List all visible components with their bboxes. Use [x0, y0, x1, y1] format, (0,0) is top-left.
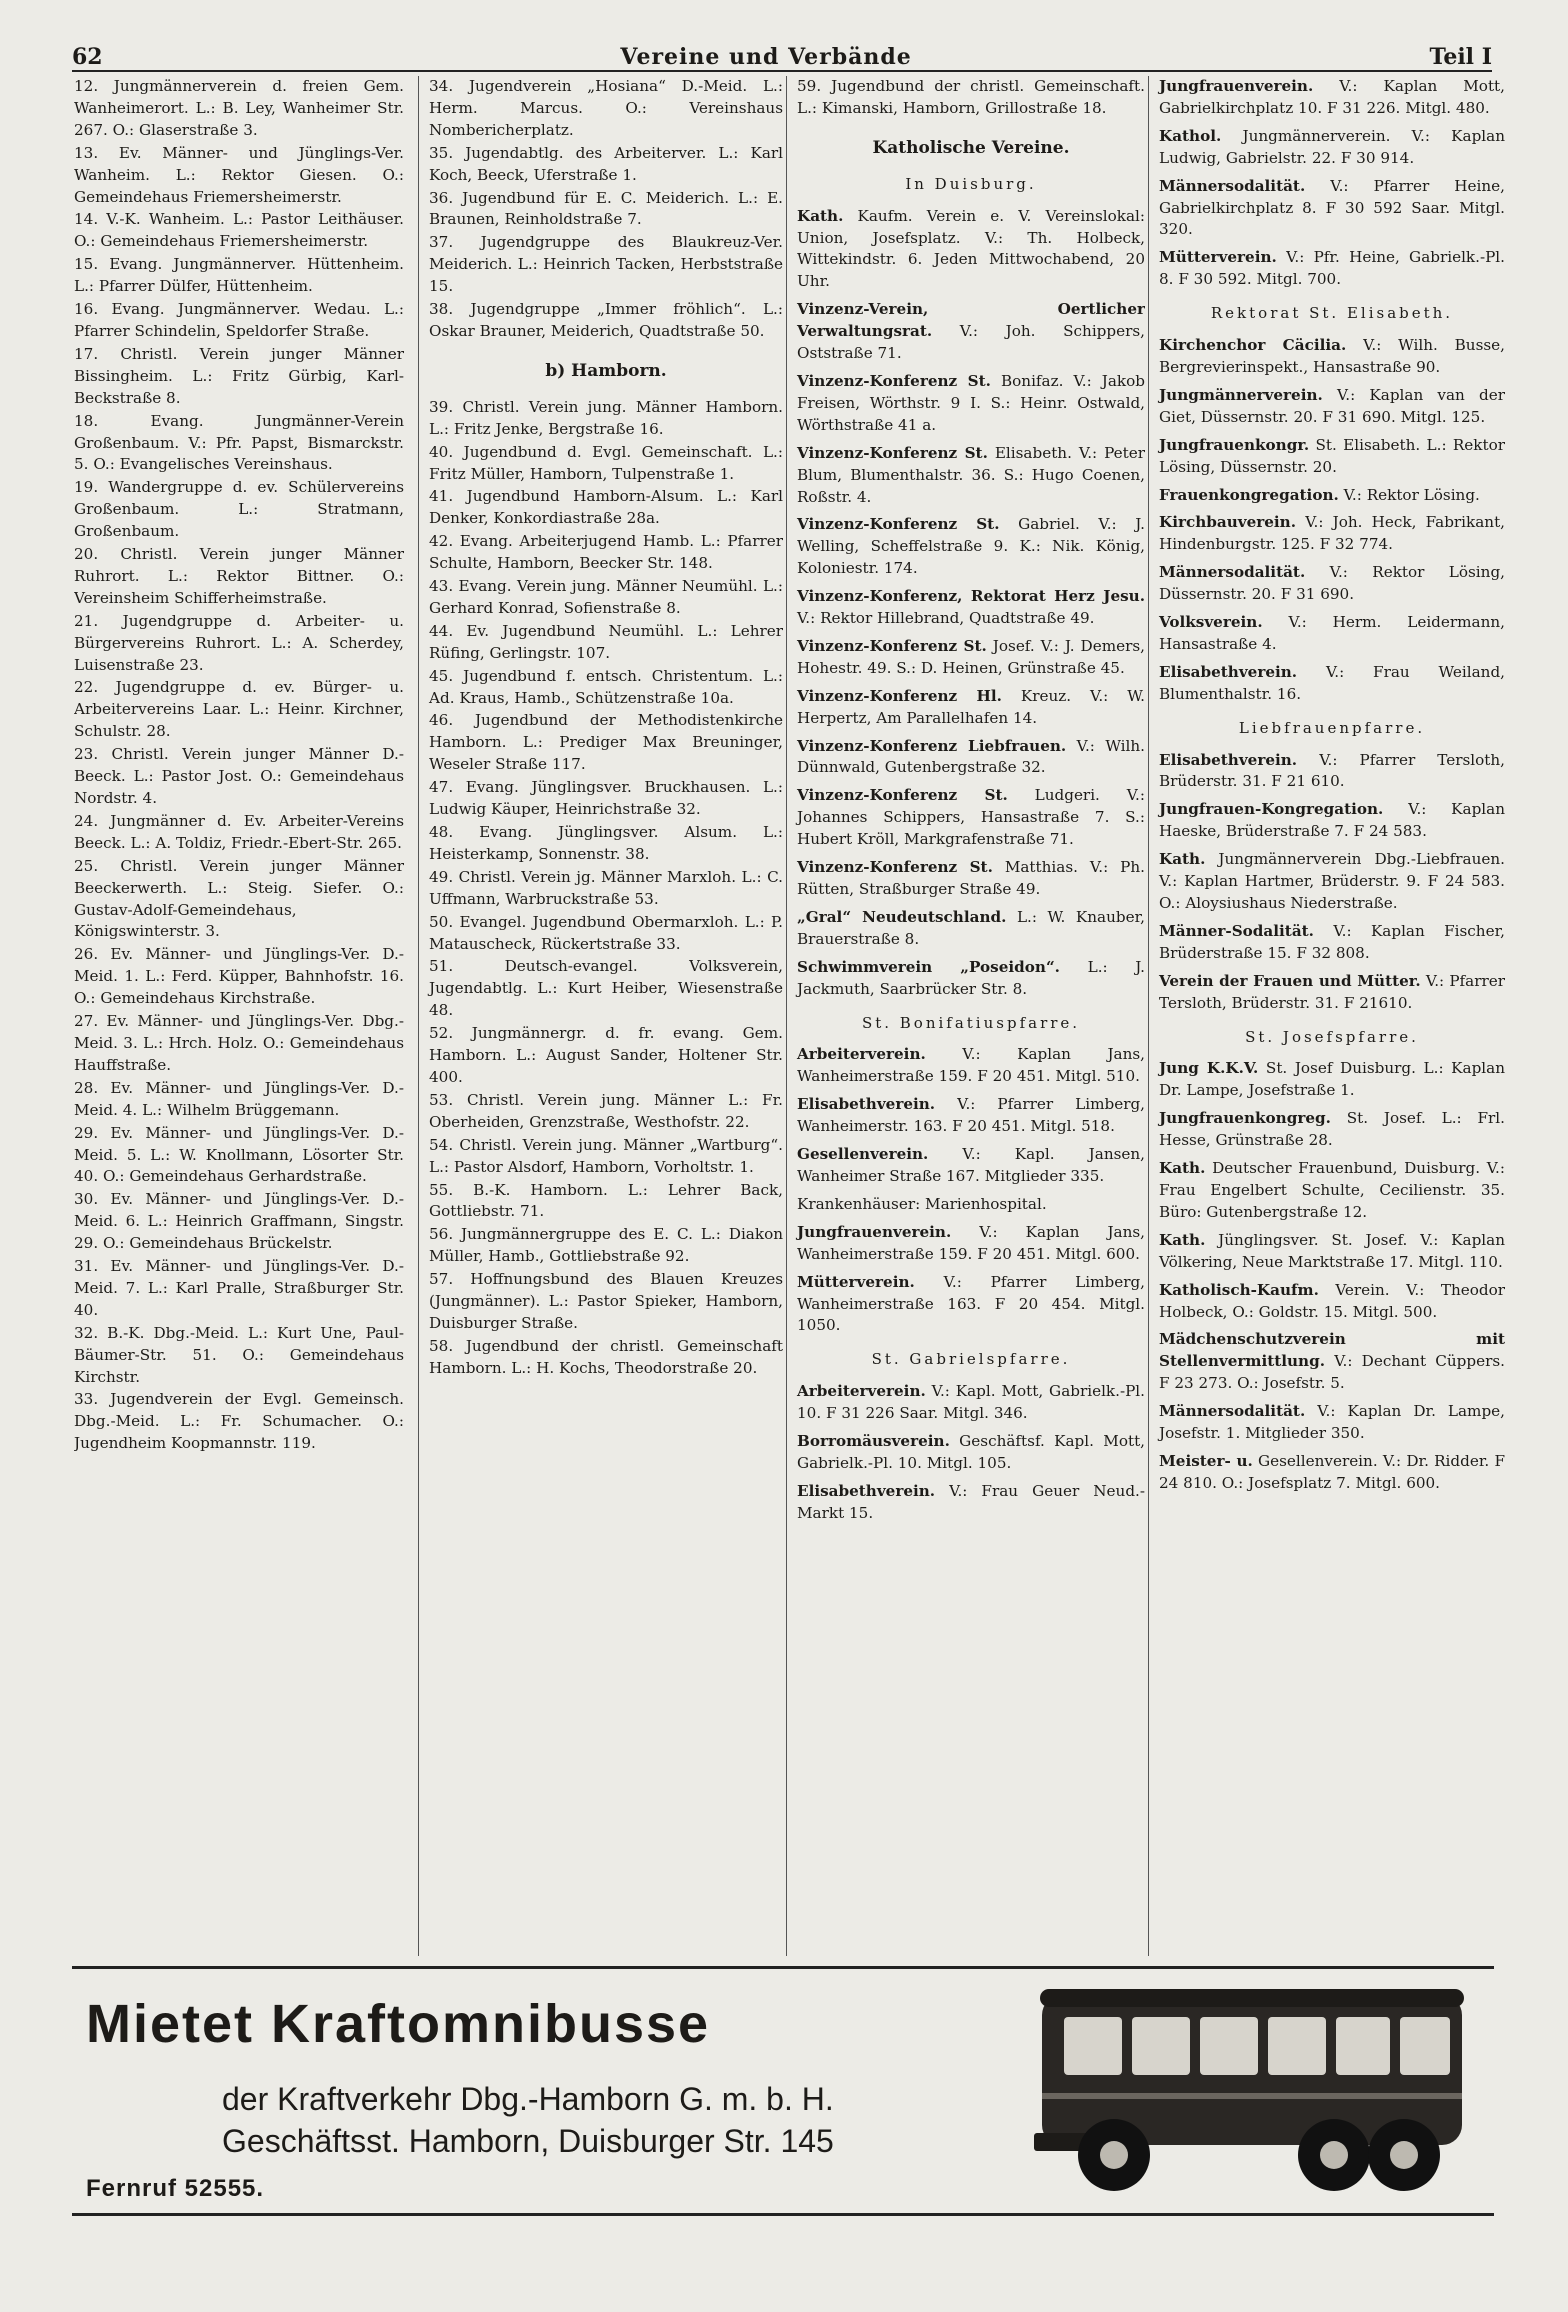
- column-2: [418, 76, 783, 1956]
- directory-entry: Kathol. Jungmännerverein. V.: Kaplan Ludwig, Gabrielstr. 22. F 30 914.: [1159, 126, 1505, 167]
- directory-entry: Arbeiterverein. V.: Kaplan Jans, Wanheimerstraße 159. F 20 451. Mitgl. 510.: [797, 1045, 1145, 1086]
- directory-entry: Vinzenz-Konferenz Liebfrauen. V.: Wilh. Dünnwald, Gutenbergstraße 32.: [797, 736, 1145, 777]
- directory-entry: Mädchenschutzverein mit Stellenvermittlung. V.: Dechant Cüppers. F 23 273. O.: Josefstr. 5.: [1159, 1330, 1505, 1393]
- directory-entry: 52. Jungmännergr. d. fr. evang. Gem. Hamborn. L.: August Sander, Holtener Str. 400.: [429, 1024, 783, 1086]
- column-4-entries-top: [1159, 76, 1505, 291]
- directory-entry: 41. Jugendbund Hamborn-Alsum. L.: Karl Denker, Konkordiastraße 28a.: [429, 487, 783, 528]
- section-heading-hamborn: b) Hamborn.: [545, 360, 667, 381]
- parish-heading-elisabeth: Rektorat St. Elisabeth.: [1210, 304, 1454, 323]
- directory-entry: Borromäusverein. Geschäftsf. Kapl. Mott, Gabrielk.-Pl. 10. Mitgl. 105.: [797, 1432, 1145, 1472]
- gabriel-entries: [797, 1381, 1145, 1524]
- directory-entry: Vinzenz-Konferenz St. Elisabeth. V.: Peter Blum, Blumenthalstr. 36. S.: Hugo Coenen, Roßstr. 4.: [797, 443, 1145, 506]
- directory-entry: Jungfrauenkongr. St. Elisabeth. L.: Rektor Lösing, Düssernstr. 20.: [1159, 435, 1505, 476]
- directory-entry: 51. Deutsch-evangel. Volksverein, Jugendabtlg. L.: Kurt Heiber, Wiesenstraße 48.: [429, 957, 783, 1020]
- advertisement: [72, 1966, 1494, 2216]
- directory-entry: 36. Jugendbund für E. C. Meiderich. L.: E. Braunen, Reinholdstraße 7.: [429, 188, 783, 229]
- column-3-catholic-entries: [797, 206, 1145, 1001]
- directory-entry: 23. Christl. Verein junger Männer D.-Beeck. L.: Pastor Jost. O.: Gemeindehaus Nordstr. 4.: [74, 745, 404, 807]
- directory-entry: Krankenhäuser: Marienhospital.: [797, 1194, 1047, 1213]
- directory-entry: 17. Christl. Verein junger Männer Bissingheim. L.: Fritz Gürbig, Karl-Beckstraße 8.: [74, 344, 404, 407]
- section-heading-catholic: Katholische Vereine.: [872, 137, 1070, 158]
- directory-entry: 50. Evangel. Jugendbund Obermarxloh. L.: P. Matauscheck, Rückertstraße 33.: [429, 912, 783, 953]
- directory-entry: 21. Jugendgruppe d. Arbeiter- u. Bürgervereins Ruhrort. L.: A. Scherdey, Luisenstraße 23.: [74, 611, 404, 674]
- column-2-entries-bottom: [429, 397, 783, 1380]
- ad-address-line: Geschäftsst. Hamborn, Duisburger Str. 145: [222, 2123, 834, 2159]
- directory-entry: 13. Ev. Männer- und Jünglings-Ver. Wanheim. L.: Rektor Giesen. O.: Gemeindehaus Friemersheimerstr.: [74, 143, 404, 206]
- parish-heading-bonifatius: St. Bonifatiuspfarre.: [861, 1013, 1081, 1032]
- directory-entry: Verein der Frauen und Mütter. V.: Pfarrer Tersloth, Brüderstr. 31. F 21610.: [1159, 971, 1505, 1012]
- directory-entry: 14. V.-K. Wanheim. L.: Pastor Leithäuser. O.: Gemeindehaus Friemersheimerstr.: [74, 210, 404, 251]
- directory-entry: 44. Ev. Jugendbund Neumühl. L.: Lehrer Rüfing, Gerlingstr. 107.: [429, 621, 783, 662]
- directory-entry: Vinzenz-Konferenz St. Matthias. V.: Ph. Rütten, Straßburger Straße 49.: [797, 858, 1145, 898]
- directory-entry: Vinzenz-Konferenz, Rektorat Herz Jesu. V.: Rektor Hillebrand, Quadtstraße 49.: [797, 587, 1145, 628]
- directory-entry: 42. Evang. Arbeiterjugend Hamb. L.: Pfarrer Schulte, Hamborn, Beecker Str. 148.: [429, 532, 783, 573]
- directory-entry: Mütterverein. V.: Pfr. Heine, Gabrielk.-Pl. 8. F 30 592. Mitgl. 700.: [1159, 248, 1505, 289]
- directory-entry: 54. Christl. Verein jung. Männer „Wartburg“. L.: Pastor Alsdorf, Hamborn, Vorholtstr. 1.: [429, 1135, 783, 1176]
- bonifatius-entries: [797, 1044, 1145, 1337]
- directory-entry: 27. Ev. Männer- und Jünglings-Ver. Dbg.-Meid. 3. L.: Hrch. Holz. O.: Gemeindehaus Hauffstraße.: [74, 1012, 404, 1074]
- directory-entry: Kath. Kaufm. Verein e. V. Vereinslokal: Union, Josefsplatz. V.: Th. Holbeck, Wittekindstr. 6. Jeden Mittwochabend, 20 Uhr.: [797, 206, 1145, 291]
- bus-stripe: [1042, 2093, 1462, 2099]
- column-2-entries-top: [429, 76, 783, 343]
- directory-entry: Elisabethverein. V.: Pfarrer Limberg, Wanheimerstr. 163. F 20 451. Mitgl. 518.: [797, 1095, 1145, 1136]
- directory-entry: Gesellenverein. V.: Kapl. Jansen, Wanheimer Straße 167. Mitglieder 335.: [797, 1145, 1145, 1185]
- directory-entry: 32. B.-K. Dbg.-Meid. L.: Kurt Une, Paul-Bäumer-Str. 51. O.: Gemeindehaus Kirchstr.: [74, 1323, 404, 1386]
- directory-entry: 16. Evang. Jungmännerver. Wedau. L.: Pfarrer Schindelin, Speldorfer Straße.: [74, 300, 404, 340]
- elisabeth-entries: [1159, 335, 1505, 706]
- directory-entry: Vinzenz-Konferenz St. Josef. V.: J. Demers, Hohestr. 49. S.: D. Heinen, Grünstraße 45.: [797, 636, 1145, 677]
- directory-entry: Vinzenz-Konferenz St. Gabriel. V.: J. Welling, Scheffelstraße 9. K.: Nik. König, Koloniestr. 174.: [797, 515, 1145, 578]
- column-4: [1148, 76, 1505, 1956]
- directory-entry: 48. Evang. Jünglingsver. Alsum. L.: Heisterkamp, Sonnenstr. 38.: [429, 823, 783, 863]
- directory-entry: Kath. Jünglingsver. St. Josef. V.: Kaplan Völkering, Neue Marktstraße 17. Mitgl. 110.: [1159, 1230, 1505, 1271]
- directory-entry: 22. Jugendgruppe d. ev. Bürger- u. Arbeitervereins Laar. L.: Heinr. Kirchner, Schulstr. 28.: [74, 678, 404, 741]
- directory-entry: 26. Ev. Männer- und Jünglings-Ver. D.-Meid. 1. L.: Ferd. Küpper, Bahnhofstr. 16. O.: Gemeindehaus Kirchstraße.: [74, 945, 404, 1008]
- directory-entry: Schwimmverein „Poseidon“. L.: J. Jackmuth, Saarbrücker Str. 8.: [797, 957, 1145, 998]
- ad-phone: Fernruf 52555.: [86, 2175, 265, 2202]
- directory-entry: Jungfrauenverein. V.: Kaplan Mott, Gabrielkirchplatz 10. F 31 226. Mitgl. 480.: [1159, 77, 1505, 117]
- directory-entry: 29. Ev. Männer- und Jünglings-Ver. D.-Meid. 5. L.: W. Knollmann, Lösorter Str. 40. O.: Gemeindehaus Gerhardstraße.: [74, 1123, 404, 1186]
- directory-entry: 57. Hoffnungsbund des Blauen Kreuzes (Jungmänner). L.: Pastor Spieker, Hamborn, Duisburger Straße.: [429, 1270, 783, 1332]
- column-3: [786, 76, 1145, 1956]
- directory-entry: Männersodalität. V.: Kaplan Dr. Lampe, Josefstr. 1. Mitglieder 350.: [1159, 1402, 1505, 1443]
- directory-entry: Katholisch-Kaufm. Verein. V.: Theodor Holbeck, O.: Goldstr. 15. Mitgl. 500.: [1159, 1280, 1505, 1321]
- columns: [74, 76, 1505, 1956]
- directory-entry: 12. Jungmännerverein d. freien Gem. Wanheimerort. L.: B. Ley, Wanheimer Str. 267. O.: Glaserstraße 3.: [74, 77, 404, 139]
- page-title: Vereine und Verbände: [620, 44, 912, 70]
- directory-entry: Jungfrauen-Kongregation. V.: Kaplan Haeske, Brüderstraße 7. F 24 583.: [1159, 800, 1505, 841]
- city-heading: In Duisburg.: [905, 174, 1037, 193]
- directory-entry: 37. Jugendgruppe des Blaukreuz-Ver. Meiderich. L.: Heinrich Tacken, Herbststraße 15.: [429, 233, 783, 296]
- ad-headline: Mietet Kraftomnibusse: [86, 1994, 711, 2054]
- parish-heading-liebfrauen: Liebfrauenpfarre.: [1238, 718, 1426, 737]
- directory-entry: 46. Jugendbund der Methodistenkirche Hamborn. L.: Prediger Max Breuninger, Weseler Straße 117.: [429, 711, 783, 774]
- directory-entry: Meister- u. Gesellenverein. V.: Dr. Ridder. F 24 810. O.: Josefsplatz 7. Mitgl. 600.: [1159, 1451, 1505, 1492]
- directory-entry: Kirchenchor Cäcilia. V.: Wilh. Busse, Bergrevierinspekt., Hansastraße 90.: [1159, 336, 1505, 376]
- parish-heading-josef: St. Josefspfarre.: [1245, 1027, 1419, 1046]
- directory-entry: Männersodalität. V.: Pfarrer Heine, Gabrielkirchplatz 8. F 30 592 Saar. Mitgl. 320.: [1159, 176, 1505, 239]
- directory-entry: „Gral“ Neudeutschland. L.: W. Knauber, Brauerstraße 8.: [797, 907, 1145, 948]
- directory-entry: 45. Jugendbund f. entsch. Christentum. L.: Ad. Kraus, Hamb., Schützenstraße 10a.: [429, 666, 783, 707]
- directory-entry: 39. Christl. Verein jung. Männer Hamborn. L.: Fritz Jenke, Bergstraße 16.: [429, 397, 783, 438]
- part-label: Teil I: [1429, 44, 1492, 70]
- directory-entry: Frauenkongregation. V.: Rektor Lösing.: [1159, 485, 1480, 504]
- josef-entries: [1159, 1058, 1505, 1494]
- directory-entry: 55. B.-K. Hamborn. L.: Lehrer Back, Gottliebstr. 71.: [429, 1180, 783, 1221]
- parish-heading-gabriel: St. Gabrielspfarre.: [871, 1350, 1071, 1369]
- page-header: [72, 34, 1492, 72]
- directory-entry: Kirchbauverein. V.: Joh. Heck, Fabrikant, Hindenburgstr. 125. F 32 774.: [1159, 513, 1505, 554]
- directory-entry: 24. Jungmänner d. Ev. Arbeiter-Vereins Beeck. L.: A. Toldiz, Friedr.-Ebert-Str. 265.: [74, 811, 404, 852]
- directory-entry: 28. Ev. Männer- und Jünglings-Ver. D.-Meid. 4. L.: Wilhelm Brüggemann.: [74, 1078, 404, 1119]
- directory-entry: Elisabethverein. V.: Pfarrer Tersloth, Brüderstr. 31. F 21 610.: [1159, 750, 1505, 791]
- bus-illustration: [1034, 1973, 1484, 2205]
- directory-entry: 15. Evang. Jungmännerver. Hüttenheim. L.: Pfarrer Dülfer, Hüttenheim.: [74, 255, 404, 296]
- directory-entry: 33. Jugendverein der Evgl. Gemeinsch. Dbg.-Meid. L.: Fr. Schumacher. O.: Jugendheim Koopmannstr. 119.: [74, 1390, 404, 1453]
- directory-entry: Vinzenz-Konferenz St. Bonifaz. V.: Jakob Freisen, Wörthstr. 9 I. S.: Heinr. Ostwald, Wörthstraße 41 a.: [797, 371, 1145, 434]
- bus-roof: [1040, 1989, 1464, 2007]
- directory-entry: 18. Evang. Jungmänner-Verein Großenbaum. V.: Pfr. Papst, Bismarckstr. 5. O.: Evangelisches Vereinshaus.: [74, 411, 404, 474]
- directory-entry: Jungmännerverein. V.: Kaplan van der Giet, Düssernstr. 20. F 31 690. Mitgl. 125.: [1159, 385, 1505, 426]
- directory-entry: Jung K.K.V. St. Josef Duisburg. L.: Kaplan Dr. Lampe, Josefstraße 1.: [1159, 1059, 1505, 1100]
- directory-entry: Vinzenz-Verein, Oertlicher Verwaltungsrat. V.: Joh. Schippers, Oststraße 71.: [797, 300, 1145, 363]
- directory-entry: Jungfrauenverein. V.: Kaplan Jans, Wanheimerstraße 159. F 20 451. Mitgl. 600.: [797, 1222, 1145, 1263]
- directory-entry: Elisabethverein. V.: Frau Geuer Neud.-Markt 15.: [797, 1481, 1145, 1522]
- directory-entry: Mütterverein. V.: Pfarrer Limberg, Wanheimerstraße 163. F 20 454. Mitgl. 1050.: [797, 1272, 1145, 1335]
- directory-entry: Männer-Sodalität. V.: Kaplan Fischer, Brüderstraße 15. F 32 808.: [1159, 921, 1505, 962]
- directory-entry: Volksverein. V.: Herm. Leidermann, Hansastraße 4.: [1159, 613, 1505, 653]
- directory-entry: 59. Jugendbund der christl. Gemeinschaft. L.: Kimanski, Hamborn, Grillostraße 18.: [797, 77, 1145, 117]
- directory-entry: 53. Christl. Verein jung. Männer L.: Fr. Oberheiden, Grenzstraße, Westhofstr. 22.: [429, 1090, 783, 1131]
- directory-entry: 49. Christl. Verein jg. Männer Marxloh. L.: C. Uffmann, Warbruckstraße 53.: [429, 867, 783, 908]
- directory-entry: Vinzenz-Konferenz St. Ludgeri. V.: Johannes Schippers, Hansastraße 7. S.: Hubert Kröll, Markgrafenstraße 71.: [797, 786, 1145, 849]
- column-1: [74, 76, 404, 1956]
- directory-entry: Kath. Jungmännerverein Dbg.-Liebfrauen. V.: Kaplan Hartmer, Brüderstr. 9. F 24 583. O.: Aloysiushaus Niederstraße.: [1159, 850, 1505, 912]
- column-1-entries: [74, 76, 404, 1455]
- directory-entry: 25. Christl. Verein junger Männer Beeckerwerth. L.: Steig. Siefer. O.: Gustav-Adolf-Gemeindehaus, Königswinterstr. 3.: [74, 856, 404, 941]
- directory-entry: Vinzenz-Konferenz Hl. Kreuz. V.: W. Herpertz, Am Parallelhafen 14.: [797, 686, 1145, 727]
- column-3-entries-top: [797, 76, 1145, 120]
- directory-entry: 31. Ev. Männer- und Jünglings-Ver. D.-Meid. 7. L.: Karl Pralle, Straßburger Str. 40.: [74, 1257, 404, 1319]
- directory-entry: 40. Jugendbund d. Evgl. Gemeinschaft. L.: Fritz Müller, Hamborn, Tulpenstraße 1.: [429, 442, 783, 483]
- directory-entry: Elisabethverein. V.: Frau Weiland, Blumenthalstr. 16.: [1159, 662, 1505, 703]
- directory-entry: 35. Jugendabtlg. des Arbeiterver. L.: Karl Koch, Beeck, Uferstraße 1.: [429, 143, 783, 184]
- ad-company-line: der Kraftverkehr Dbg.-Hamborn G. m. b. H.: [222, 2081, 834, 2117]
- directory-entry: 20. Christl. Verein junger Männer Ruhrort. L.: Rektor Bittner. O.: Vereinsheim Schifferheimstraße.: [74, 545, 404, 607]
- page-number: 62: [72, 44, 103, 70]
- liebfrauen-entries: [1159, 750, 1505, 1015]
- directory-entry: 19. Wandergruppe d. ev. Schülervereins Großenbaum. L.: Stratmann, Großenbaum.: [74, 478, 404, 541]
- directory-entry: Kath. Deutscher Frauenbund, Duisburg. V.: Frau Engelbert Schulte, Cecilienstr. 35. Büro: Gutenbergstraße 12.: [1159, 1159, 1505, 1221]
- directory-entry: 30. Ev. Männer- und Jünglings-Ver. D.-Meid. 6. L.: Heinrich Graffmann, Singstr. 29. O.: Gemeindehaus Brückelstr.: [74, 1190, 404, 1253]
- directory-entry: 34. Jugendverein „Hosiana“ D.-Meid. L.: Herm. Marcus. O.: Vereinshaus Nombericherplatz.: [429, 77, 783, 139]
- directory-entry: 43. Evang. Verein jung. Männer Neumühl. L.: Gerhard Konrad, Sofienstraße 8.: [429, 577, 783, 617]
- directory-entry: 38. Jugendgruppe „Immer fröhlich“. L.: Oskar Brauner, Meiderich, Quadtstraße 50.: [429, 300, 783, 340]
- directory-entry: 56. Jungmännergruppe des E. C. L.: Diakon Müller, Hamb., Gottliebstraße 92.: [429, 1225, 783, 1266]
- directory-entry: Jungfrauenkongreg. St. Josef. L.: Frl. Hesse, Grünstraße 28.: [1159, 1109, 1505, 1150]
- directory-entry: Arbeiterverein. V.: Kapl. Mott, Gabrielk.-Pl. 10. F 31 226 Saar. Mitgl. 346.: [797, 1382, 1145, 1423]
- directory-entry: 58. Jugendbund der christl. Gemeinschaft Hamborn. L.: H. Kochs, Theodorstraße 20.: [429, 1336, 783, 1377]
- directory-entry: 47. Evang. Jünglingsver. Bruckhausen. L.: Ludwig Käuper, Heinrichstraße 32.: [429, 778, 783, 819]
- directory-entry: Männersodalität. V.: Rektor Lösing, Düssernstr. 20. F 31 690.: [1159, 563, 1505, 604]
